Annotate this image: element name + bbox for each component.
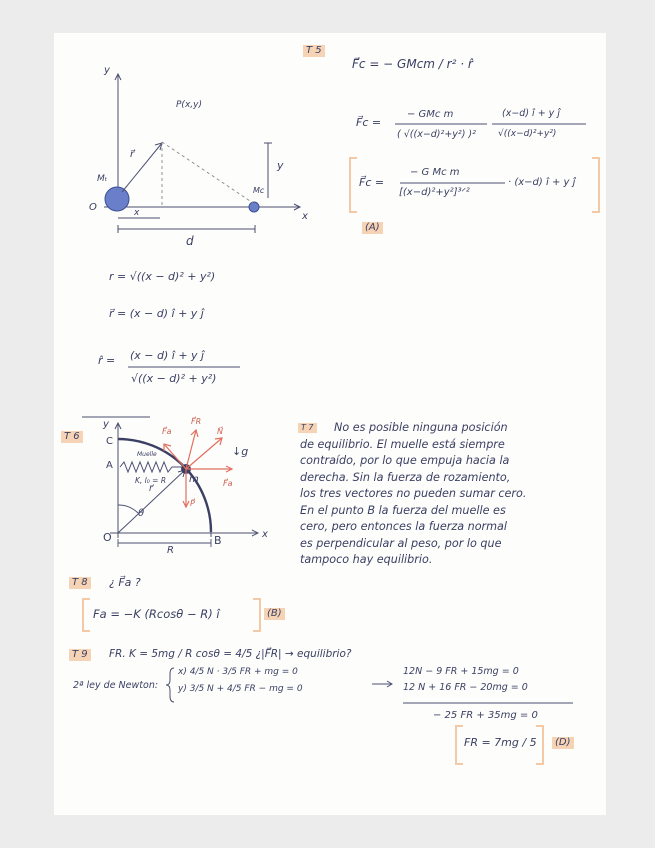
- normal-vector-label: N⃗: [217, 427, 223, 436]
- t7-line: cero, pero entonces la fuerza normal: [300, 520, 508, 533]
- x-axis-label: x: [302, 211, 308, 222]
- t5-force-eq3-lhs: F⃗c =: [359, 176, 385, 189]
- label-t6: T 6: [61, 431, 83, 443]
- origin-label: O: [89, 202, 97, 213]
- t6-y-label: y: [103, 419, 109, 430]
- weight-vector-label: P⃗: [190, 499, 195, 508]
- t9-answer-tag: (D): [552, 737, 574, 749]
- gravity-label: ↓g: [232, 445, 249, 458]
- t9-final-answer: FR = 7mg / 5: [464, 736, 537, 749]
- t5-answer-tag: (A): [362, 222, 383, 234]
- t7-line: tampoco hay equilibrio.: [300, 553, 433, 566]
- label-t7: T 7: [298, 423, 317, 433]
- t5-force-eq3-vec: · (x−d) î + y ĵ: [508, 177, 576, 188]
- t7-line: No es posible ninguna posición: [334, 421, 508, 434]
- r-vector-label: r⃗: [130, 149, 135, 160]
- r-hat-den: √((x − d)² + y²): [131, 372, 217, 385]
- t5-force-eq2-num: − GMc m: [407, 109, 454, 120]
- t5-force-eq2-lhs: F⃗c =: [356, 116, 382, 129]
- spring-constant-label: K, l₀ = R: [135, 476, 167, 485]
- t5-force-eq2-den: ( √((x−d)²+y²) )²: [397, 129, 476, 140]
- t7-line: contraído, por lo que empuja hacia la: [300, 454, 510, 467]
- moon-mass-label: Mc: [253, 186, 265, 195]
- radius-label: R: [167, 545, 174, 556]
- fr-vector-label: F⃗R: [191, 417, 202, 426]
- x-distance-label: x: [134, 208, 140, 218]
- r-magnitude-eq: r = √((x − d)² + y²): [109, 270, 216, 283]
- fa2-vector-label: F⃗a: [223, 479, 233, 488]
- point-b-label: B: [214, 534, 222, 547]
- t9-eq-y: y) 3/5 N + 4/5 FR − mg = 0: [178, 684, 303, 694]
- t9-sum: − 25 FR + 35mg = 0: [433, 710, 538, 721]
- fa-vector-label: F⃗a: [162, 427, 172, 436]
- t6-r-vector-label: r⃗: [149, 484, 153, 494]
- t9-bracket-left: [455, 725, 463, 765]
- t9-result-2: 12 N + 16 FR − 20mg = 0: [403, 682, 528, 693]
- t8-answer-eq: Fa = −K (Rcosθ − R) î: [93, 607, 220, 621]
- t7-line: es perpendicular al peso, por lo que: [300, 536, 502, 550]
- t7-line: derecha. Sin la fuerza de rozamiento,: [300, 470, 511, 484]
- point-a-label: A: [106, 460, 113, 471]
- t5-force-eq2-vnum: (x−d) î + y ĵ: [502, 108, 560, 119]
- t9-question: FR. K = 5mg / R cosθ = 4/5 ¿|F⃗R| → equilibrio?: [109, 648, 352, 660]
- d-distance-label: d: [186, 234, 194, 248]
- y-distance-label: y: [277, 159, 284, 172]
- t5-force-eq3-num: − G Mc m: [410, 167, 460, 178]
- t5-force-eq1: F⃗c = − GMcm / r² · r̂: [352, 57, 473, 71]
- t9-bracket-right: [536, 725, 544, 765]
- y-axis-label: y: [104, 65, 110, 76]
- theta-label: θ: [138, 508, 145, 519]
- t7-line: los tres vectores no pueden sumar cero.: [300, 487, 527, 500]
- t8-answer-tag: (B): [264, 608, 285, 620]
- label-t9: T 9: [69, 649, 91, 661]
- point-p-label: P(x,y): [176, 100, 202, 110]
- t7-line: de equilibrio. El muelle está siempre: [300, 437, 505, 451]
- newton-label: 2ª ley de Newton:: [73, 680, 159, 691]
- t7-line: En el punto B la fuerza del muelle es: [300, 503, 506, 517]
- earth-mass-label: Mₜ: [97, 174, 108, 184]
- r-vector-eq: r⃗ = (x − d) î + y ĵ: [109, 307, 204, 320]
- r-hat-lhs: r̂ =: [98, 354, 116, 367]
- point-c-label: C: [106, 436, 113, 447]
- spring-label: Muelle: [137, 451, 157, 458]
- t6-origin-label: O: [103, 531, 112, 544]
- r-hat-num: (x − d) î + y ĵ: [130, 349, 205, 362]
- t5-force-eq2-vden: √((x−d)²+y²): [498, 129, 557, 139]
- t9-result-1: 12N − 9 FR + 15mg = 0: [403, 666, 519, 677]
- t8-question: ¿ F⃗a ?: [109, 576, 141, 589]
- t5-force-eq3-den: [(x−d)²+y²]³ᐟ²: [399, 187, 470, 198]
- t6-x-label: x: [262, 529, 268, 540]
- label-t5: T 5: [303, 45, 325, 57]
- t9-eq-x: x) 4/5 N · 3/5 FR + mg = 0: [178, 667, 298, 677]
- label-t8: T 8: [69, 577, 91, 589]
- mass-m-label: m: [189, 474, 199, 485]
